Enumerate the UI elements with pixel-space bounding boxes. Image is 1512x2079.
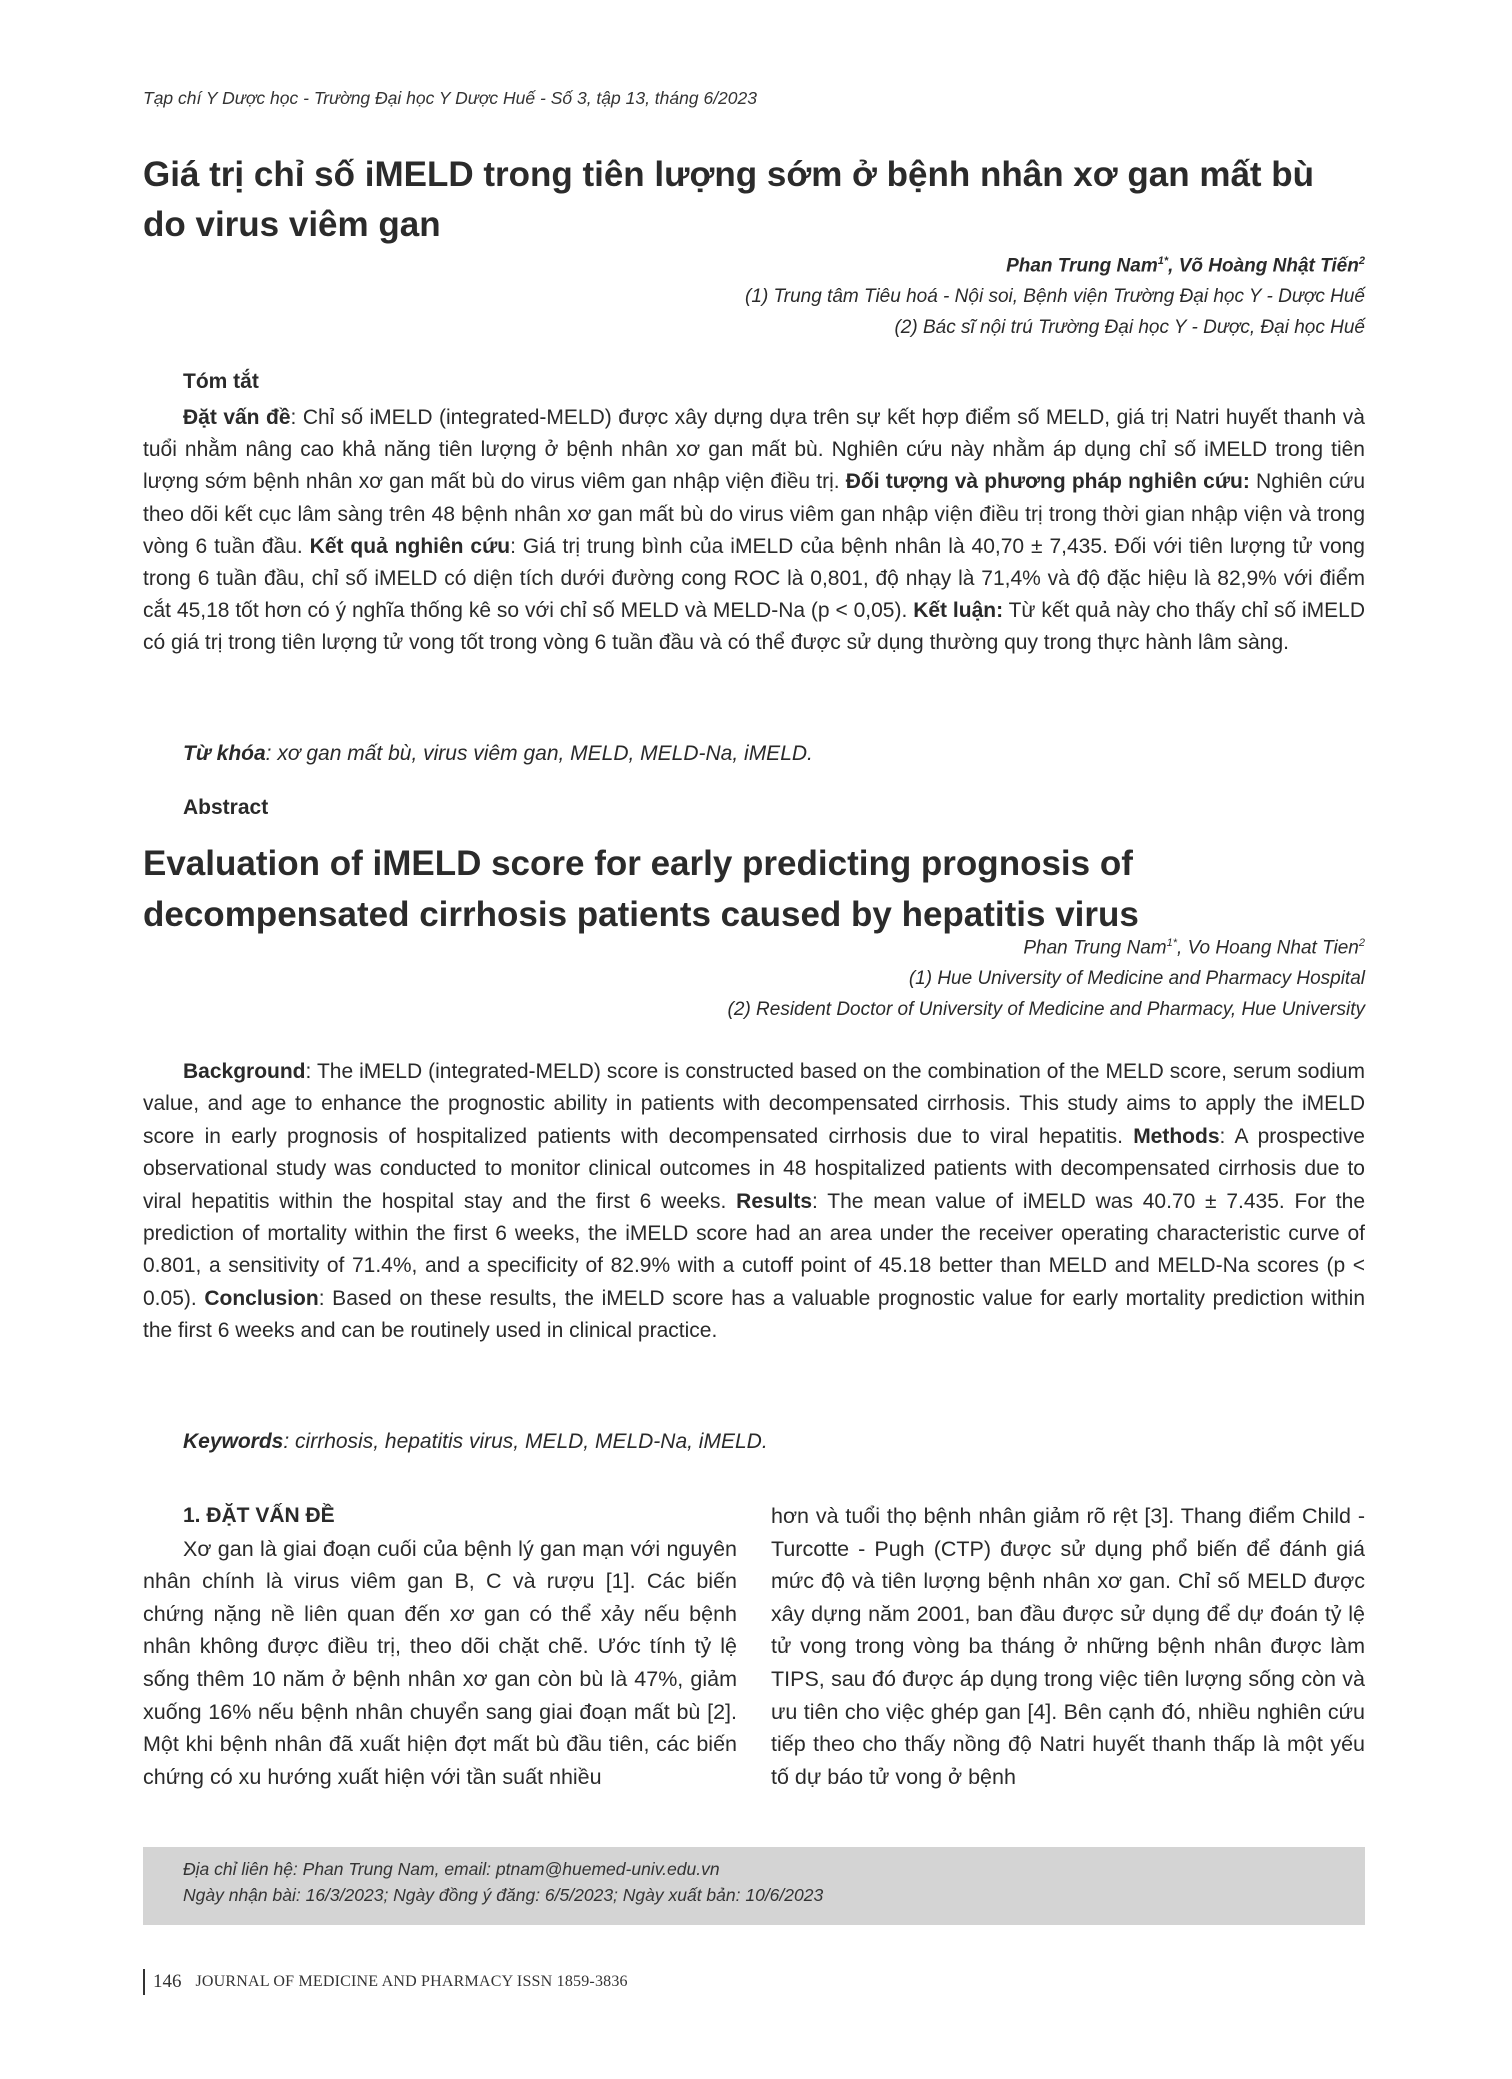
methods-label: Đối tượng và phương pháp nghiên cứu: (845, 470, 1250, 494)
authors-block-english (728, 928, 1365, 1025)
results-text: : Giá trị trung bình của iMELD của bệnh nhân là 40,70 ± 7,435. Đối với tiên lượng tử vong trong 6 tuần đầu, chỉ số iMELD có diện tích dưới đường cong ROC là 0,801, độ nhạy là 71,4% và độ đặc hiệu là 82,9% với điểm cắt 45,18 tốt hơn có ý nghĩa thống kê so với chỉ số MELD và MELD-Na (p < 0,05). (143, 534, 1365, 623)
body-text-left (143, 1533, 737, 1794)
author-2: Võ Hoàng Nhật Tiến (1178, 255, 1359, 277)
footnote-contact: Địa chỉ liên hệ: Phan Trung Nam, email: ptnam@huemed-univ.edu.vn (183, 1859, 720, 1879)
results-label-english: Results (736, 1189, 813, 1213)
methods-text-english: : A prospective observational study was conducted to monitor clinical outcomes in 48 hospitalized patients with decompensated cirrhosis due to viral hepatitis within the hospital stay and the first 6 weeks. (143, 1124, 1365, 1213)
background-text-english: : The iMELD (integrated-MELD) score is constructed based on the combination of the MELD score, serum sodium value, and age to enhance the prognostic ability in patients with decompensated cirrhosis. This study aims to apply the iMELD score in early prognosis of hospitalized patients with decompensated cirrhosis due to viral hepatitis. (143, 1060, 1365, 1148)
keywords-label-english: Keywords (183, 1430, 284, 1453)
results-text-english: : The mean value of iMELD was 40.70 ± 7.435. For the prediction of mortality within the first 6 weeks, the iMELD score had an area under the receiver operating characteristic curve of 0.801, a sensitivity of 71.4%, and a specificity of 82.9% with a cutoff point of 45.18 better than MELD and MELD-Na scores (p < 0.05). (143, 1189, 1366, 1310)
conclusion-text: Từ kết quả này cho thấy chỉ số iMELD có giá trị trong tiên lượng tử vong tốt trong vòng 6 tuần đầu và có thể được sử dụng thường quy trong thực hành lâm sàng. (143, 599, 1366, 655)
results-label: Kết quả nghiên cứu (309, 534, 511, 558)
section-heading: 1. ĐẶT VẤN ĐỀ (183, 1504, 335, 1527)
footer-divider (143, 1969, 145, 1995)
keywords-english (183, 1426, 1365, 1458)
body-text-right: hơn và tuổi thọ bệnh nhân giảm rõ rệt [3]. Thang điểm Child - Turcotte - Pugh (CTP) được sử dụng phổ biến để đánh giá mức độ và tiên lượng bệnh nhân xơ gan. Chỉ số MELD được xây dựng năm 2001, ban đầu được sử dụng để dự đoán tỷ lệ tử vong trong vòng ba tháng ở những bệnh nhân được làm TIPS, sau đó được áp dụng trong việc tiên lượng sống còn và ưu tiên cho việc ghép gan [4]. Bên cạnh đó, nhiều nghiên cứu tiếp theo cho thấy nồng độ Natri huyết thanh thấp là một yếu tố dự báo tử vong ở bệnh (771, 1504, 1365, 1789)
conclusion-label-english: Conclusion (204, 1286, 319, 1310)
author-1-sup: 1* (1157, 255, 1169, 267)
conclusion-text-english: : Based on these results, the iMELD score has a valuable prognostic value for early mortality prediction within the first 6 weeks and can be routinely used in clinical practice. (143, 1286, 1365, 1343)
methods-text: Nghiên cứu theo dõi kết cục lâm sàng trên 48 bệnh nhân xơ gan mất bù do virus viêm gan nhập viện điều trị trong thời gian nhập viện và trong vòng 6 tuần đầu. (143, 470, 1365, 558)
abstract-english (143, 1056, 1365, 1348)
page-footer (143, 1969, 628, 1995)
author-1-english: Phan Trung Nam (1023, 937, 1167, 959)
footnote-box (143, 1847, 1365, 1925)
affiliation-2: (2) Bác sĩ nội trú Trường Đại học Y - Dược, Đại học Huế (894, 317, 1365, 339)
body-column-left (143, 1500, 737, 1793)
body-text-left-content: Xơ gan là giai đoạn cuối của bệnh lý gan mạn với nguyên nhân chính là virus viêm gan B, C và rượu [1]. Các biến chứng nặng nề liên quan đến xơ gan có thể xảy nếu bệnh nhân không được điều trị, theo dõi chặt chẽ. Ước tính tỷ lệ sống thêm 10 năm ở bệnh nhân xơ gan còn bù là 47%, giảm xuống 16% nếu bệnh nhân chuyển sang giai đoạn mất bù [2]. Một khi bệnh nhân đã xuất hiện đợt mất bù đầu tiên, các biến chứng có xu hướng xuất hiện với tần suất nhiều (143, 1536, 737, 1789)
body-column-right (771, 1500, 1365, 1793)
conclusion-label: Kết luận: (913, 599, 1004, 623)
abstract-label: Abstract (183, 796, 269, 819)
author-1: Phan Trung Nam (1006, 255, 1158, 277)
journal-header: Tạp chí Y Dược học - Trường Đại học Y Dược Huế - Số 3, tập 13, tháng 6/2023 (143, 88, 757, 108)
author-2-english: Vo Hoang Nhat Tien (1187, 937, 1359, 959)
keywords-text: : xơ gan mất bù, virus viêm gan, MELD, MELD-Na, iMELD. (265, 742, 813, 765)
abstract-vietnamese (143, 402, 1365, 660)
author-names: Phan Trung Nam$^{1*}$, Võ Hoàng Nhật Tiến$^2$ (1006, 255, 1365, 277)
methods-label-english: Methods (1133, 1124, 1220, 1148)
keywords-vietnamese (183, 738, 1365, 770)
affiliation-2-english: (2) Resident Doctor of University of Medicine and Pharmacy, Hue University (727, 999, 1365, 1021)
footnote-dates: Ngày nhận bài: 16/3/2023; Ngày đồng ý đăng: 6/5/2023; Ngày xuất bản: 10/6/2023 (183, 1885, 824, 1905)
author-1-sup-english: 1* (1166, 937, 1178, 949)
affiliation-1: (1) Trung tâm Tiêu hoá - Nội soi, Bệnh viện Trường Đại học Y - Dược Huế (745, 286, 1365, 308)
footer-journal-name: JOURNAL OF MEDICINE AND PHARMACY ISSN 1859-3836 (195, 1973, 628, 1990)
background-label: Đặt vấn đề (183, 406, 291, 429)
page-number: 146 (153, 1971, 182, 1992)
title-english: Evaluation of iMELD score for early predicting prognosis of decompensated cirrhosis patients caused by hepatitis virus (143, 844, 1139, 934)
background-label-english: Background (183, 1060, 306, 1083)
affiliation-1-english: (1) Hue University of Medicine and Pharmacy Hospital (908, 968, 1365, 990)
author-2-sup-english: 2 (1358, 937, 1365, 949)
summary-label: Tóm tắt (183, 370, 259, 393)
keywords-text-english: : cirrhosis, hepatitis virus, MELD, MELD-Na, iMELD. (283, 1430, 768, 1453)
title-vietnamese: Giá trị chỉ số iMELD trong tiên lượng sớm ở bệnh nhân xơ gan mất bù do virus viêm gan (143, 155, 1315, 244)
author-names-english: Phan Trung Nam$^{1*}$, Vo Hoang Nhat Tien$^2$ (1023, 937, 1365, 959)
authors-block-vietnamese (745, 246, 1365, 343)
background-text: : Chỉ số iMELD (integrated-MELD) được xây dựng dựa trên sự kết hợp điểm số MELD, giá trị Natri huyết thanh và tuổi nhằm nâng cao khả năng tiên lượng ở bệnh nhân xơ gan mất bù. Nghiên cứu này nhằm áp dụng chỉ số iMELD trong tiên lượng sớm bệnh nhân xơ gan mất bù do virus viêm gan nhập viện điều trị. (143, 406, 1365, 494)
keywords-label: Từ khóa (183, 742, 266, 765)
author-2-sup: 2 (1358, 255, 1365, 267)
